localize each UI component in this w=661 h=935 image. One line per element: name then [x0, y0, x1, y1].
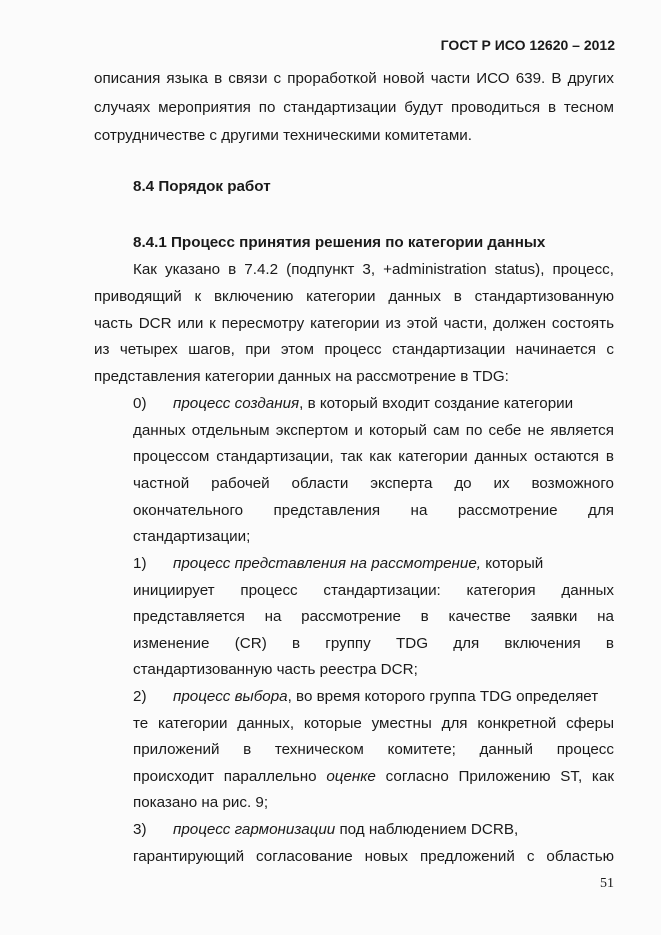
body-text-line: описания языка в связи с проработкой новой части ИСО 639. В других: [94, 70, 614, 87]
list-item-term: процесс создания: [173, 395, 300, 412]
section-heading: 8.4 Порядок работ: [133, 178, 271, 195]
body-text-line: сотрудничестве с другими техническими комитетами.: [94, 127, 472, 144]
body-text: который: [481, 555, 544, 572]
list-item-term: процесс выбора: [173, 688, 288, 705]
body-text: , во время которого группа TDG определяет: [287, 688, 599, 705]
body-text-line: данных отдельным экспертом и который сам по себе не является: [133, 422, 614, 439]
body-text-line: изменение (CR) в группу TDG для включения в: [133, 635, 614, 652]
list-item-number: 0): [133, 395, 147, 412]
body-text: происходит параллельно: [133, 768, 327, 785]
list-item-number: 2): [133, 688, 147, 705]
body-text-line: представляется на рассмотрение в качестве заявки на: [133, 608, 614, 625]
body-text-line: процессом стандартизации, так как категории данных остаются в: [133, 448, 614, 465]
list-item-3: [133, 820, 614, 840]
body-text-line: случаях мероприятия по стандартизации будут проводиться в тесном: [94, 99, 614, 116]
body-text-line: часть DCR или к пересмотру категории из этой части, должен состоять: [94, 315, 614, 332]
emphasized-term: оценке: [326, 768, 376, 785]
body-text-line: стандартизации;: [133, 528, 251, 545]
body-text: согласно Приложению ST, как: [375, 768, 614, 785]
list-item-0: [133, 394, 614, 414]
body-text-line: [133, 767, 614, 787]
list-item-term: процесс представления на рассмотрение,: [173, 555, 481, 572]
page-number: 51: [600, 876, 614, 891]
body-text: , в который входит создание категории: [299, 395, 574, 412]
subsection-heading: 8.4.1 Процесс принятия решения по категории данных: [133, 234, 546, 251]
body-text-line: из четырех шагов, при этом процесс стандартизации начинается с: [94, 341, 614, 358]
body-text-line: Как указано в 7.4.2 (подпункт 3, +administration status), процесс,: [133, 261, 614, 278]
body-text-line: гарантирующий согласование новых предложений с областью: [133, 848, 614, 865]
list-item-number: 1): [133, 555, 147, 572]
list-item-number: 3): [133, 821, 147, 838]
list-item-1: [133, 554, 614, 574]
list-item-2: [133, 687, 614, 707]
body-text-line: показано на рис. 9;: [133, 794, 269, 811]
body-text: под наблюдением DCRB,: [335, 821, 519, 838]
body-text-line: инициирует процесс стандартизации: категория данных: [133, 582, 614, 599]
body-text-line: те категории данных, которые уместны для конкретной сферы: [133, 715, 614, 732]
body-text-line: окончательного представления на рассмотрение для: [133, 502, 614, 519]
body-text-line: приводящий к включению категории данных в стандартизованную: [94, 288, 614, 305]
list-item-term: процесс гармонизации: [173, 821, 336, 838]
body-text-line: приложений в техническом комитете; данный процесс: [133, 741, 614, 758]
document-header: ГОСТ Р ИСО 12620 – 2012: [440, 37, 615, 53]
body-text-line: стандартизованную часть реестра DCR;: [133, 661, 418, 678]
body-text-line: частной рабочей области эксперта до их возможного: [133, 475, 614, 492]
body-text-line: представления категории данных на рассмотрение в TDG:: [94, 368, 509, 385]
